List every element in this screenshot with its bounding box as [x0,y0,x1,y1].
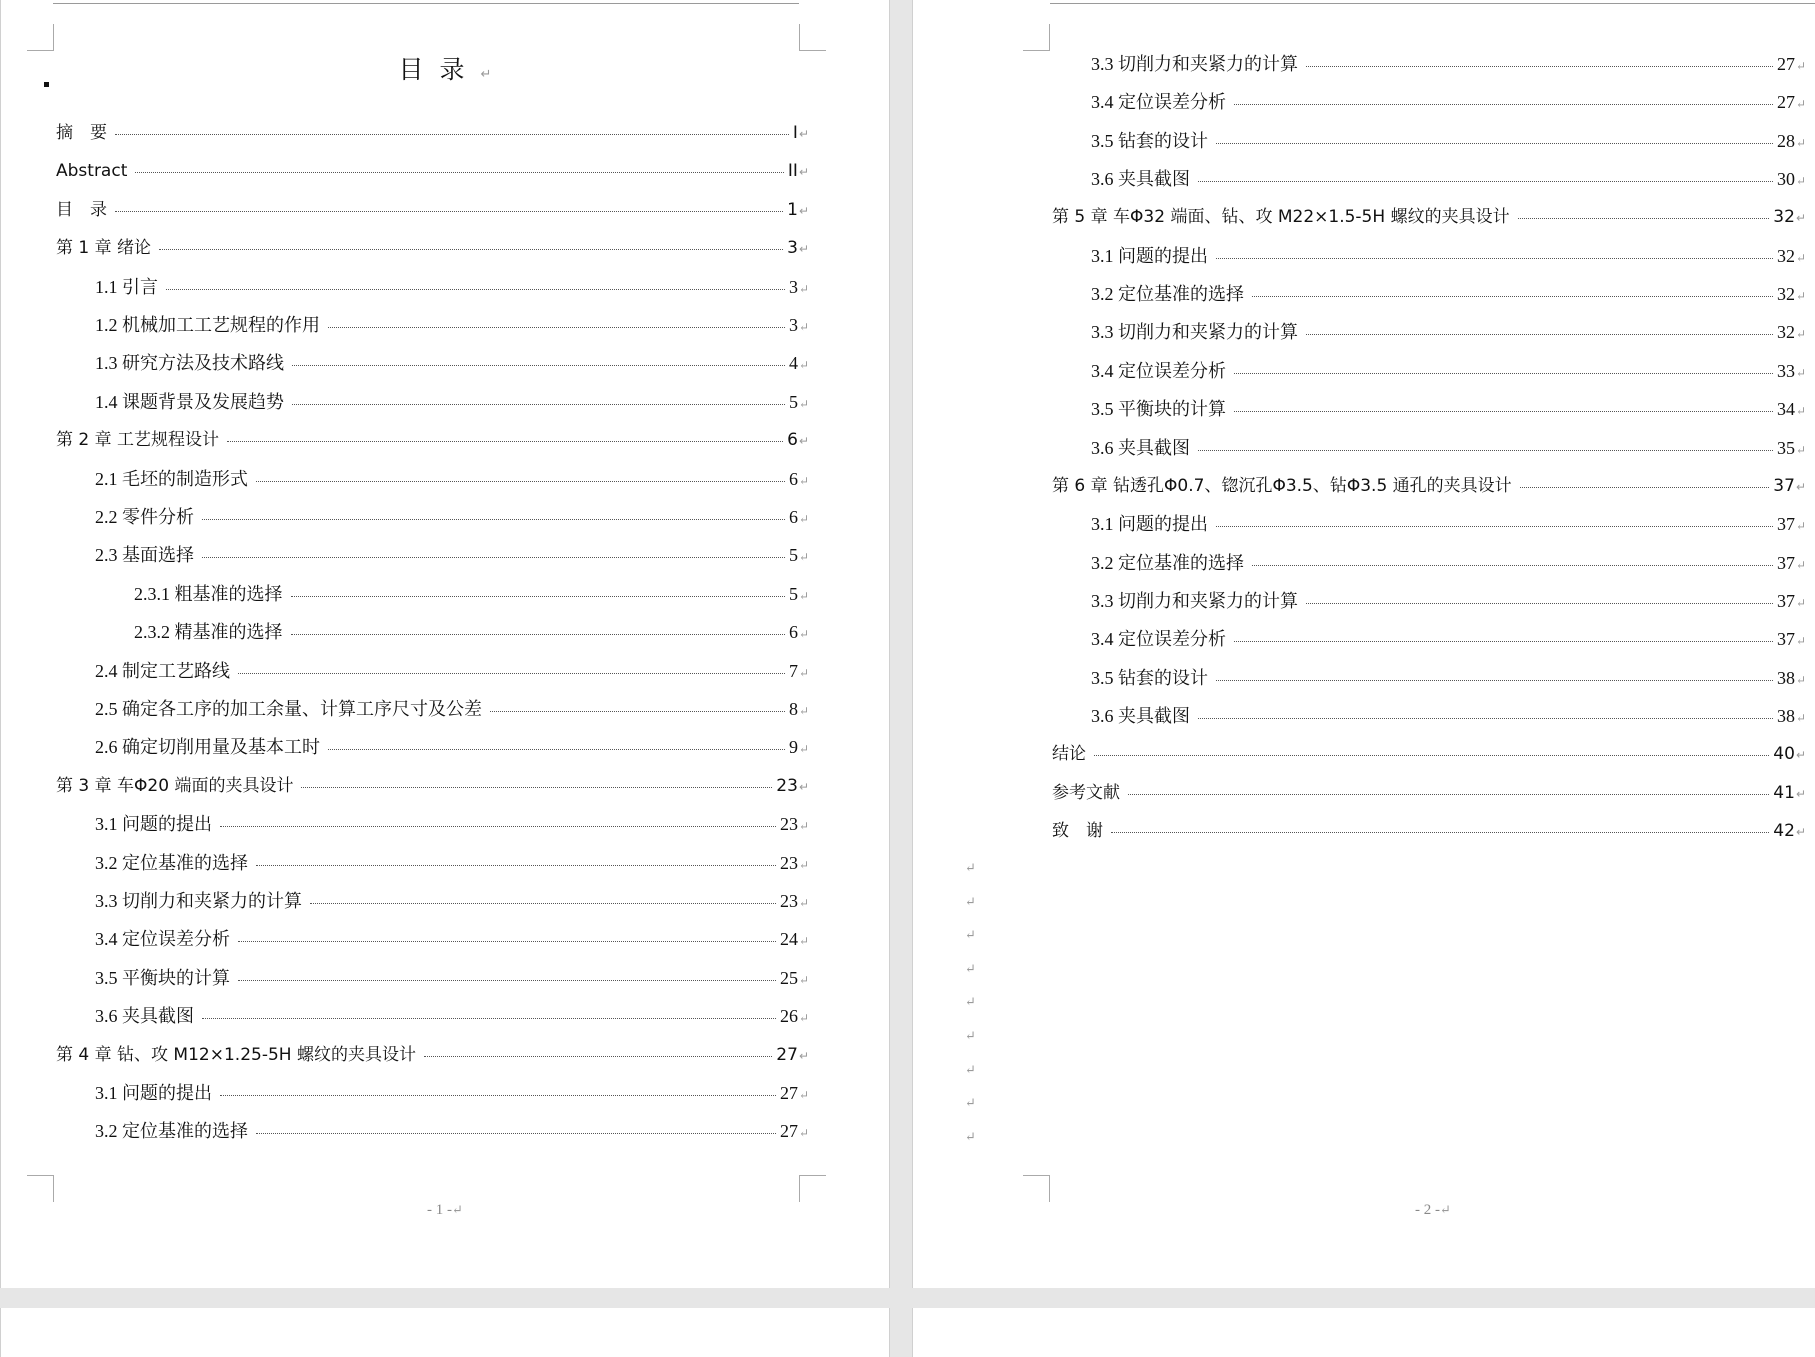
paragraph-mark: ↵ [1795,479,1806,494]
toc-entry-label: 参考文献 [1052,782,1120,803]
toc-entry-label: 3.2 定位基准的选择 [95,1121,248,1142]
paragraph-mark: ↵ [1795,289,1806,304]
toc-entry-page-number: 6 [787,430,798,451]
document-page-1 [0,0,890,1288]
paragraph-mark: ↵ [1795,595,1806,610]
empty-paragraph-mark: ↵ [965,893,976,909]
paragraph-mark: ↵ [798,281,809,296]
toc-entry-page-number: 5 [788,545,798,566]
paragraph-mark: ↵ [798,934,809,949]
dot-leader [328,749,785,750]
crop-mark-bottom-right [799,1175,826,1202]
toc-entry-label: 3.1 问题的提出 [95,1083,212,1103]
toc-entry-label: 1.3 研究方法及技术路线 [95,353,284,374]
dot-leader [238,980,776,981]
paragraph-mark: ↵ [798,742,809,757]
toc-entry-label: 3.1 问题的提出 [1091,514,1208,535]
paragraph-mark: ↵ [1795,786,1806,801]
toc-entry [56,198,809,223]
dot-leader [1111,832,1769,833]
toc-entry-label: 3.6 夹具截图 [1091,169,1190,190]
dot-leader [328,327,785,328]
toc-entry-page-number: 32 [1776,284,1795,305]
dot-leader [1234,373,1773,374]
dot-leader [301,787,772,788]
dot-leader [292,365,785,366]
toc-entry [1091,167,1806,193]
toc-entry-page-number: 27 [1776,92,1795,113]
dot-leader [1234,641,1773,642]
empty-paragraph-mark: ↵ [965,1095,976,1111]
toc-entry [1091,320,1806,346]
toc-entry-page-number: 37 [1773,475,1795,496]
dot-leader [135,172,784,173]
document-page-3 [0,1308,890,1357]
toc-entry [95,659,809,685]
toc-entry [1052,819,1806,844]
toc-entry [95,505,809,531]
toc-entry [95,927,809,953]
paragraph-mark: ↵ [798,203,809,218]
toc-entry-label: 3.4 定位误差分析 [1091,92,1226,113]
toc-entry-label: 3.3 切削力和夹紧力的计算 [1091,590,1298,611]
dot-leader [1306,66,1773,67]
toc-entry [56,428,809,453]
paragraph-mark: ↵ [1795,250,1806,265]
toc-entry-page-number: 24 [779,929,798,950]
toc-entry-label: 第 5 章 车Φ32 端面、钻、攻 M22×1.5-5H 螺纹的夹具设计 [1052,207,1510,228]
toc-entry-label: 3.4 定位误差分析 [95,929,230,950]
dot-leader [1306,334,1773,335]
toc-entry-page-number: 1 [787,199,798,220]
toc-entry-label: 3.2 定位基准的选择 [95,852,248,873]
toc-entry-page-number: 6 [788,507,798,527]
toc-entry [95,697,809,723]
header-rule [1050,3,1815,4]
paragraph-mark: ↵ [1440,1202,1451,1217]
crop-mark-bottom-left [27,1175,54,1202]
page-number-footer: - 2 - [1415,1202,1441,1218]
crop-mark-bottom-left [1023,1175,1050,1202]
toc-entry-label: 致 谢 [1052,821,1103,841]
dot-leader [202,519,785,520]
dot-leader [238,941,776,942]
dot-leader [1128,794,1769,795]
dot-leader [1216,143,1773,144]
toc-entry-page-number: 4 [788,353,798,374]
toc-entry-label: 3.4 定位误差分析 [1091,360,1226,381]
toc-entry-page-number: 37 [1776,629,1795,650]
dot-leader [1518,218,1770,219]
toc-entry-page-number: 25 [779,967,798,988]
toc-entry-label: Abstract [56,161,128,182]
paragraph-mark: ↵ [798,165,809,180]
toc-entry-page-number: 33 [1776,360,1795,381]
toc-entry-label: 2.1 毛坯的制造形式 [95,468,248,489]
toc-entry-label: 2.3.2 精基准的选择 [134,622,283,643]
toc-entry-page-number: 42 [1773,821,1795,841]
paragraph-mark: ↵ [798,473,809,488]
toc-title-text: 目录 [398,55,481,84]
toc-entry-page-number: 27 [779,1121,798,1142]
paragraph-mark: ↵ [1795,327,1806,342]
toc-entry-page-number: 23 [779,814,798,835]
empty-paragraph-mark: ↵ [965,1028,976,1043]
toc-entry-label: 3.4 定位误差分析 [1091,629,1226,650]
toc-entry [1052,781,1806,806]
toc-entry-label: 3.5 钻套的设计 [1091,667,1208,688]
toc-entry-label: 2.5 确定各工序的加工余量、计算工序尺寸及公差 [95,699,482,719]
paragraph-mark: ↵ [1795,59,1806,73]
toc-entry-page-number: 28 [1776,130,1795,151]
toc-entry-page-number: II [787,161,798,182]
dot-leader [1234,411,1773,412]
dot-leader [292,404,785,405]
paragraph-mark: ↵ [798,242,809,257]
empty-paragraph-mark: ↵ [965,860,976,875]
toc-entry-label: 1.1 引言 [95,276,158,297]
toc-entry [95,275,809,301]
toc-entry-label: 1.2 机械加工工艺规程的作用 [95,315,320,335]
toc-entry-label: 第 3 章 车Φ20 端面的夹具设计 [56,775,294,796]
toc-entry [1091,244,1806,270]
toc-entry [95,1081,809,1107]
crop-mark-top-left [27,24,54,51]
dot-leader [115,134,789,135]
toc-entry [1091,627,1806,653]
dot-leader [1234,104,1773,105]
toc-entry-page-number: 5 [788,583,798,604]
paragraph-mark: ↵ [798,127,809,141]
toc-entry [95,467,809,493]
paragraph-mark: ↵ [798,396,809,411]
toc-entry-page-number: 5 [788,391,798,412]
dot-leader [1216,526,1773,527]
toc-entry-page-number: 23 [779,852,798,873]
toc-entry-page-number: 7 [788,660,798,681]
paragraph-mark: ↵ [1795,365,1806,380]
empty-paragraph-mark: ↵ [965,994,976,1010]
paragraph-mark: ↵ [798,434,809,449]
dot-leader [227,441,783,442]
paragraph-mark: ↵ [798,1048,809,1063]
dot-leader [1216,680,1773,681]
toc-entry-label: 3.6 夹具截图 [95,1006,194,1027]
paragraph-mark: ↵ [798,1126,809,1141]
toc-entry-label: 3.1 问题的提出 [95,814,212,835]
paragraph-mark: ↵ [798,588,809,603]
paragraph-mark: ↵ [798,819,809,834]
paragraph-mark: ↵ [1795,404,1806,419]
header-rule [53,3,799,4]
toc-entry-page-number: 37 [1776,590,1795,611]
toc-entry [95,812,809,838]
paragraph-mark: ↵ [1795,135,1806,150]
toc-entry [95,1119,809,1145]
toc-entry-page-number: 9 [788,737,798,758]
dot-leader [1216,258,1773,259]
toc-entry-label: 1.4 课题背景及发展趋势 [95,391,284,412]
toc-entry-page-number: 27 [779,1083,798,1103]
toc-entry [95,351,809,377]
toc-entry [1091,589,1806,615]
dot-leader [291,596,785,597]
toc-entry-page-number: 37 [1776,514,1795,535]
toc-entry-page-number: 3 [788,315,798,335]
crop-mark-top-left [1023,24,1050,51]
document-page-2 [912,0,1815,1288]
toc-entry-page-number: 40 [1773,744,1795,765]
dot-leader [1198,450,1773,451]
paragraph-mark: ↵ [1795,557,1806,572]
paragraph-mark: ↵ [798,320,809,334]
paragraph-mark: ↵ [798,857,809,872]
toc-entry [134,620,809,646]
toc-entry-label: 3.3 切削力和夹紧力的计算 [1091,322,1298,343]
paragraph-mark: ↵ [1795,442,1806,457]
paragraph-mark: ↵ [1795,174,1806,189]
paragraph-mark: ↵ [798,779,809,794]
paragraph-mark: ↵ [798,972,809,987]
toc-entry [1052,205,1806,230]
toc-entry-page-number: 27 [776,1044,798,1065]
toc-entry-label: 3.2 定位基准的选择 [1091,284,1244,305]
toc-entry-label: 3.3 切削力和夹紧力的计算 [1091,54,1298,74]
paragraph-mark: ↵ [1795,710,1806,725]
toc-entry [56,159,809,184]
toc-entry-page-number: 23 [779,891,798,911]
toc-entry-label: 3.3 切削力和夹紧力的计算 [95,891,302,911]
empty-paragraph-mark: ↵ [965,960,976,976]
toc-entry [1091,359,1806,385]
toc-entry-page-number: 6 [788,468,798,489]
toc-entry-page-number: 3 [787,238,798,259]
toc-entry-label: 2.4 制定工艺路线 [95,660,230,681]
dot-leader [159,249,783,250]
toc-entry [1091,512,1806,538]
toc-entry-page-number: 32 [1776,322,1795,343]
toc-entry [1091,52,1806,78]
toc-entry [134,582,809,608]
empty-paragraph-mark: ↵ [965,1128,976,1144]
page-footer [1,1202,889,1219]
page-number-footer: - 1 - [427,1202,453,1218]
toc-entry-page-number: 3 [788,276,798,297]
toc-entry-page-number: I [792,123,798,143]
paragraph-mark: ↵ [1795,97,1806,112]
paragraph-mark: ↵ [798,665,809,680]
paragraph-mark: ↵ [1795,748,1806,763]
toc-entry-label: 2.2 零件分析 [95,507,194,527]
dot-leader [291,634,785,635]
page-footer [1050,1202,1815,1219]
dot-leader [256,865,776,866]
toc-entry [1052,742,1806,767]
dot-leader [256,1133,776,1134]
toc-entry-label: 3.5 平衡块的计算 [1091,399,1226,420]
dot-leader [238,673,785,674]
crop-mark-top-right [799,24,826,51]
toc-entry-label: 2.3.1 粗基准的选择 [134,583,283,604]
dot-leader [115,211,783,212]
toc-entry-label: 3.2 定位基准的选择 [1091,552,1244,573]
paragraph-mark: ↵ [1795,825,1806,839]
document-page-4 [912,1308,1815,1357]
toc-entry-label: 3.5 平衡块的计算 [95,967,230,988]
paragraph-mark: ↵ [798,1011,809,1026]
dot-leader [310,903,776,904]
paragraph-mark: ↵ [1795,634,1806,649]
toc-entry-page-number: 35 [1776,437,1795,458]
paragraph-mark: ↵ [798,358,809,373]
toc-entry-page-number: 30 [1776,169,1795,190]
toc-entry [95,543,809,569]
dot-leader [256,481,785,482]
toc-entry [1052,474,1806,499]
paragraph-mark: ↵ [798,896,809,910]
toc-entry [1091,666,1806,692]
toc-entry-label: 目 录 [56,199,107,220]
toc-entry-label: 3.5 钻套的设计 [1091,130,1208,151]
toc-entry [95,1004,809,1030]
toc-entry-page-number: 41 [1773,782,1795,803]
paragraph-mark: ↵ [798,704,809,718]
paragraph-mark: ↵ [798,550,809,565]
toc-entry [1091,129,1806,155]
toc-entry-label: 结论 [1052,744,1086,765]
paragraph-mark: ↵ [798,627,809,642]
toc-entry [1091,704,1806,730]
toc-entry [95,851,809,877]
dot-leader [424,1056,772,1057]
paragraph-mark: ↵ [798,1088,809,1102]
toc-entry [1091,90,1806,116]
toc-entry [1091,397,1806,423]
toc-entry-label: 第 6 章 钻透孔Φ0.7、锪沉孔Φ3.5、钻Φ3.5 通孔的夹具设计 [1052,475,1512,496]
toc-entry-page-number: 27 [1776,54,1795,74]
dot-leader [220,1095,776,1096]
empty-paragraph-mark: ↵ [965,927,976,943]
empty-paragraph-mark: ↵ [965,1061,976,1077]
toc-entry-label: 第 4 章 钻、攻 M12×1.25-5H 螺纹的夹具设计 [56,1044,416,1065]
paragraph-mark: ↵ [798,512,809,526]
dot-leader [1252,296,1773,297]
toc-entry-label: 3.6 夹具截图 [1091,705,1190,726]
toc-entry-label: 第 1 章 绪论 [56,238,152,259]
dot-leader [220,826,776,827]
toc-entry-label: 2.3 基面选择 [95,545,194,566]
toc-entry-page-number: 23 [776,775,798,796]
toc-entry-label: 3.1 问题的提出 [1091,245,1208,266]
toc-entry-page-number: 38 [1776,667,1795,688]
dot-leader [1520,487,1770,488]
paragraph-mark: ↵ [452,1202,463,1217]
toc-title [1,50,889,86]
toc-entry-page-number: 38 [1776,705,1795,726]
toc-entry-page-number: 32 [1776,245,1795,266]
paragraph-mark: ↵ [1795,672,1806,687]
toc-entry [95,313,809,339]
toc-entry-label: 第 2 章 工艺规程设计 [56,430,220,451]
toc-entry [95,889,809,915]
toc-entry [56,236,809,261]
list-bullet [44,82,49,87]
dot-leader [202,1018,776,1019]
toc-entry [1091,436,1806,462]
paragraph-mark: ↵ [1795,211,1806,226]
toc-entry [95,735,809,761]
toc-entry [1091,551,1806,577]
dot-leader [1198,718,1773,719]
toc-entry-label: 2.6 确定切削用量及基本工时 [95,737,320,758]
toc-entry [95,966,809,992]
toc-entry [1091,282,1806,308]
toc-entry-page-number: 34 [1776,399,1795,420]
toc-entry-label: 摘 要 [56,123,107,143]
dot-leader [202,557,785,558]
paragraph-mark: ↵ [1795,519,1806,534]
toc-entry [56,774,809,799]
toc-entry-page-number: 8 [788,699,798,719]
toc-entry [56,1043,809,1068]
toc-entry-page-number: 26 [779,1006,798,1027]
dot-leader [1252,565,1773,566]
toc-entry-label: 3.6 夹具截图 [1091,437,1190,458]
dot-leader [1094,755,1769,756]
toc-entry-page-number: 32 [1773,207,1795,228]
toc-entry [95,390,809,416]
toc-entry-page-number: 6 [788,622,798,643]
dot-leader [490,711,785,712]
toc-entry [56,121,809,146]
dot-leader [166,289,785,290]
paragraph-mark: ↵ [480,67,492,82]
dot-leader [1306,603,1773,604]
toc-entry-page-number: 37 [1776,552,1795,573]
dot-leader [1198,181,1773,182]
